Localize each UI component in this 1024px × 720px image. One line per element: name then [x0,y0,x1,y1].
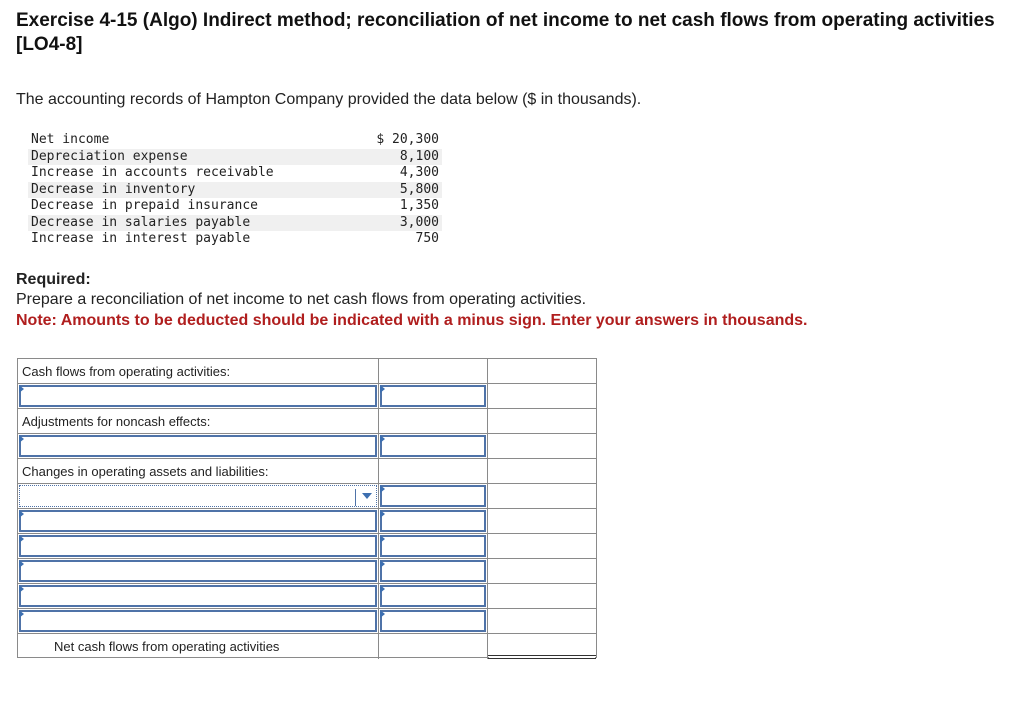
required-text: Prepare a reconciliation of net income to net cash flows from operating activities. [16,291,587,308]
data-label: Decrease in prepaid insurance [31,198,258,213]
data-label: Decrease in inventory [28,182,359,199]
header-row-changes [18,459,596,484]
changes-header: Changes in operating assets and liabilities: [22,464,269,479]
data-row [28,198,442,215]
input-row-noncash [18,434,596,459]
input-marker-icon [19,510,24,518]
input-marker-icon [19,560,24,568]
input-row-change-2 [18,509,596,534]
adjustments-header: Adjustments for noncash effects: [22,414,211,429]
reconciliation-worksheet [17,358,597,658]
input-marker-icon [380,510,385,518]
data-label: Decrease in salaries payable [28,215,359,232]
input-marker-icon [19,435,24,443]
input-marker-icon [19,585,24,593]
net-income-label-input[interactable] [19,385,377,407]
data-amount: 8,100 [359,149,442,166]
change-1-label-dropdown[interactable] [19,485,377,507]
net-cash-flows-label: Net cash flows from operating activities [54,639,280,654]
noncash-amount-input[interactable] [380,435,486,457]
change-6-amount-input[interactable] [380,610,486,632]
data-amount: $ 20,300 [376,132,439,147]
data-row [28,149,442,166]
given-data-table [28,132,442,248]
data-row [28,132,442,149]
input-row-change-6 [18,609,596,634]
data-row [28,231,442,248]
change-4-amount-input[interactable] [380,560,486,582]
data-label: Increase in interest payable [31,231,251,246]
change-4-label-input[interactable] [19,560,377,582]
input-marker-icon [380,535,385,543]
input-row-change-3 [18,534,596,559]
header-row-adjustments [18,409,596,434]
dropdown-arrow-icon[interactable] [362,493,372,499]
change-2-amount-input[interactable] [380,510,486,532]
input-row-change-4 [18,559,596,584]
data-amount: 1,350 [399,198,439,213]
data-amount: 750 [415,231,439,246]
change-6-label-input[interactable] [19,610,377,632]
input-marker-icon [19,385,24,393]
change-3-amount-input[interactable] [380,535,486,557]
input-row-change-5 [18,584,596,609]
data-row [28,215,442,232]
net-income-amount-input[interactable] [380,385,486,407]
instruction-note: Note: Amounts to be deducted should be indicated with a minus sign. Enter your answers in thousands. [16,312,808,329]
input-marker-icon [380,610,385,618]
input-row-change-1 [18,484,596,509]
data-label: Depreciation expense [28,149,359,166]
header-row-cash-flows [18,359,596,384]
input-marker-icon [380,385,385,393]
change-2-label-input[interactable] [19,510,377,532]
input-row-net-income [18,384,596,409]
intro-text: The accounting records of Hampton Company provided the data below ($ in thousands). [16,91,642,108]
exercise-title: Exercise 4-15 (Algo) Indirect method; reconciliation of net income to net cash flows from operating activities [LO4-8] [16,10,995,55]
input-marker-icon [19,535,24,543]
data-label: Increase in accounts receivable [31,165,274,180]
input-marker-icon [380,435,385,443]
data-row [28,165,442,182]
double-underline [488,655,596,659]
required-heading: Required: [16,271,91,288]
cash-flows-header: Cash flows from operating activities: [22,364,231,379]
data-amount: 5,800 [359,182,442,199]
noncash-label-input[interactable] [19,435,377,457]
change-1-amount-input[interactable] [380,485,486,507]
input-marker-icon [380,585,385,593]
data-amount: 4,300 [399,165,439,180]
data-amount: 3,000 [359,215,442,232]
change-5-label-input[interactable] [19,585,377,607]
input-marker-icon [19,610,24,618]
data-label: Net income [31,132,110,147]
data-row [28,182,442,199]
dropdown-separator [355,489,356,506]
total-row [18,634,596,659]
input-marker-icon [380,485,385,493]
input-marker-icon [380,560,385,568]
change-3-label-input[interactable] [19,535,377,557]
change-5-amount-input[interactable] [380,585,486,607]
